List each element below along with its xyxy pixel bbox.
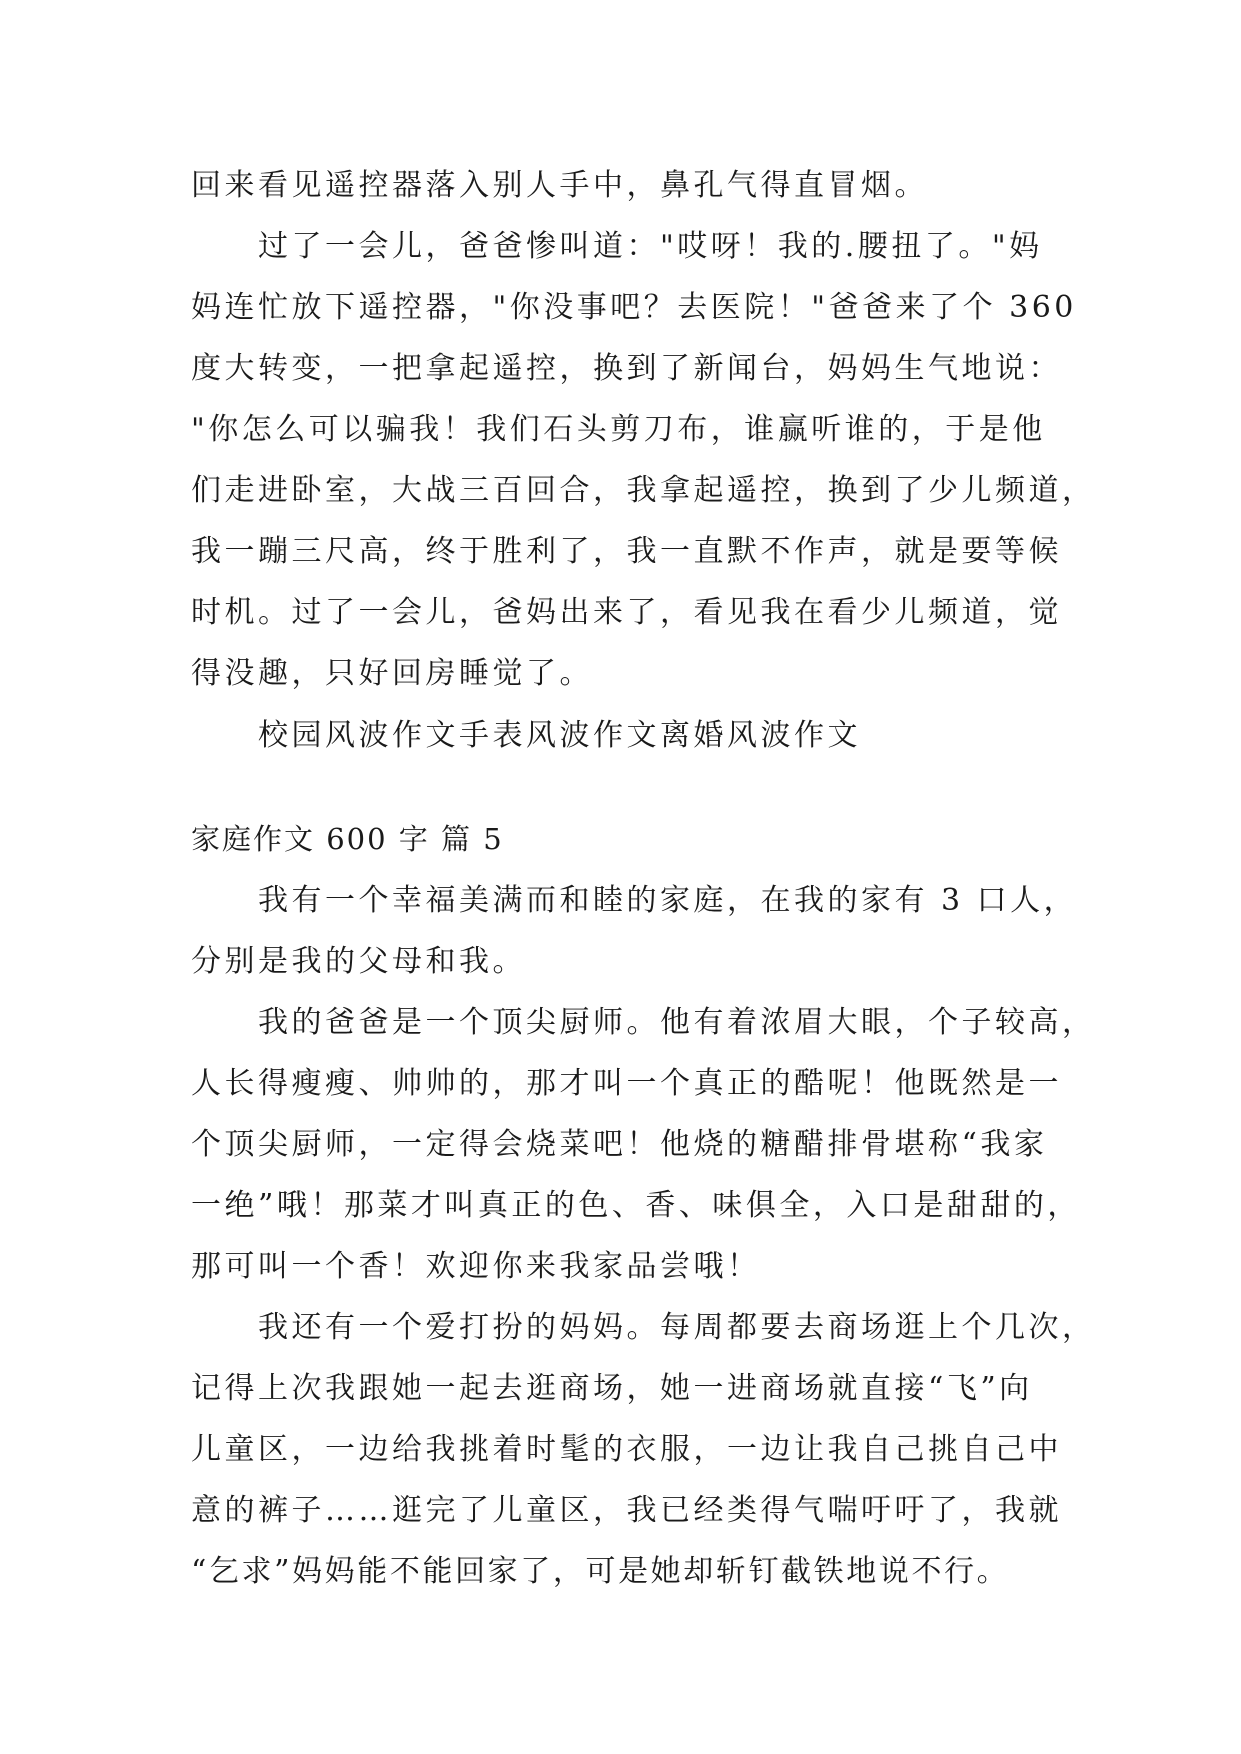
text-line: 人长得瘦瘦、帅帅的，那才叫一个真正的酷呢！他既然是一 xyxy=(191,1066,1062,1101)
text-line: 一绝”哦！那菜才叫真正的色、香、味俱全，入口是甜甜的， xyxy=(191,1188,1081,1223)
text-line: 们走进卧室，大战三百回合，我拿起遥控，换到了少儿频道， xyxy=(191,473,1096,508)
text-line: 分别是我的父母和我。 xyxy=(191,944,526,979)
text-line: "你怎么可以骗我！我们石头剪刀布，谁赢听谁的，于是他 xyxy=(191,412,1046,447)
text-line: 妈连忙放下遥控器，"你没事吧？去医院！"爸爸来了个 360 xyxy=(191,290,1077,325)
text-line: 那可叫一个香！欢迎你来我家品尝哦！ xyxy=(191,1249,761,1284)
paragraph-start: 我有一个幸福美满而和睦的家庭，在我的家有 3 口人， xyxy=(258,883,1078,918)
text-line: 度大转变，一把拿起遥控，换到了新闻台，妈妈生气地说： xyxy=(191,351,1062,386)
text-line: 时机。过了一会儿，爸妈出来了，看见我在看少儿频道，觉 xyxy=(191,595,1062,630)
text-line: “乞求”妈妈能不能回家了，可是她却斩钉截铁地说不行。 xyxy=(191,1554,1010,1589)
text-line: 儿童区，一边给我挑着时髦的衣服，一边让我自己挑自己中 xyxy=(191,1432,1062,1467)
paragraph-start: 过了一会儿，爸爸惨叫道："哎呀！我的.腰扭了。"妈 xyxy=(258,229,1043,264)
text-line: 个顶尖厨师，一定得会烧菜吧！他烧的糖醋排骨堪称“我家 xyxy=(191,1127,1048,1162)
text-line: 记得上次我跟她一起去逛商场，她一进商场就直接“飞”向 xyxy=(191,1371,1033,1406)
paragraph-start: 我还有一个爱打扮的妈妈。每周都要去商场逛上个几次， xyxy=(258,1310,1096,1345)
text-line: 意的裤子……逛完了儿童区，我已经类得气喘吁吁了，我就 xyxy=(191,1493,1062,1528)
section-heading: 家庭作文 600 字 篇 5 xyxy=(191,822,504,856)
text-line: 我一蹦三尺高，终于胜利了，我一直默不作声，就是要等候 xyxy=(191,534,1062,569)
paragraph-start: 我的爸爸是一个顶尖厨师。他有着浓眉大眼，个子较高， xyxy=(258,1005,1096,1040)
text-line: 回来看见遥控器落入别人手中，鼻孔气得直冒烟。 xyxy=(191,168,928,203)
text-line: 得没趣，只好回房睡觉了。 xyxy=(191,656,593,691)
related-links: 校园风波作文手表风波作文离婚风波作文 xyxy=(258,718,861,753)
